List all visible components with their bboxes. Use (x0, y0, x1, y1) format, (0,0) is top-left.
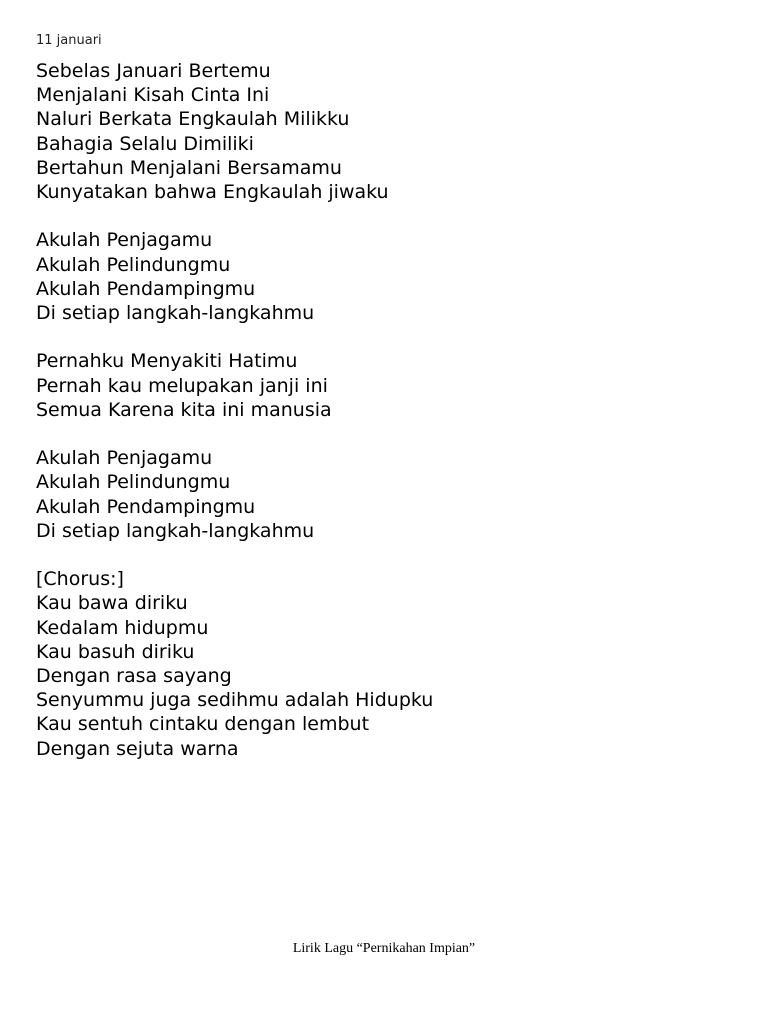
page-footer-title: Lirik Lagu “Pernikahan Impian” (292, 941, 476, 956)
lyric-line: Kunyatakan bahwa Engkaulah jiwaku (36, 181, 389, 204)
lyric-line: Akulah Penjagamu (36, 229, 213, 252)
stanza-verse-2 (36, 349, 736, 422)
lyric-line: Dengan sejuta warna (36, 737, 239, 760)
lyric-line: Di setiap langkah-langkahmu (36, 519, 315, 542)
lyric-line: Menjalani Kisah Cinta Ini (36, 84, 270, 107)
lyric-line: Semua Karena kita ini manusia (36, 398, 332, 421)
lyrics-body (36, 59, 736, 761)
lyric-line: Pernah kau melupakan janji ini (36, 374, 328, 397)
lyric-line: Dengan rasa sayang (36, 665, 232, 688)
lyric-line: Akulah Pelindungmu (36, 253, 231, 276)
lyric-line: Pernahku Menyakiti Hatimu (36, 350, 298, 373)
stanza-refrain-1 (36, 228, 736, 325)
lyric-line: Bahagia Selalu Dimiliki (36, 132, 254, 155)
lyric-line: Senyummu juga sedihmu adalah Hidupku (36, 689, 434, 712)
page-header-date: 11 januari (36, 33, 102, 48)
lyric-line: Naluri Berkata Engkaulah Milikku (36, 108, 350, 131)
stanza-verse-1 (36, 59, 736, 204)
lyric-line: Kau sentuh cintaku dengan lembut (36, 713, 370, 736)
lyric-line: Akulah Pendampingmu (36, 495, 256, 518)
lyric-line: Akulah Pendampingmu (36, 277, 256, 300)
lyric-line: Kau bawa diriku (36, 592, 188, 615)
lyric-line: Bertahun Menjalani Bersamamu (36, 156, 342, 179)
stanza-chorus (36, 567, 736, 761)
lyric-line: Di setiap langkah-langkahmu (36, 302, 315, 325)
lyric-line: Sebelas Januari Bertemu (36, 60, 271, 82)
stanza-refrain-2 (36, 446, 736, 543)
chorus-label: [Chorus:] (36, 568, 124, 591)
lyric-line: Kedalam hidupmu (36, 616, 209, 639)
lyric-line: Kau basuh diriku (36, 640, 195, 663)
lyric-line: Akulah Penjagamu (36, 447, 213, 470)
lyric-line: Akulah Pelindungmu (36, 471, 231, 494)
